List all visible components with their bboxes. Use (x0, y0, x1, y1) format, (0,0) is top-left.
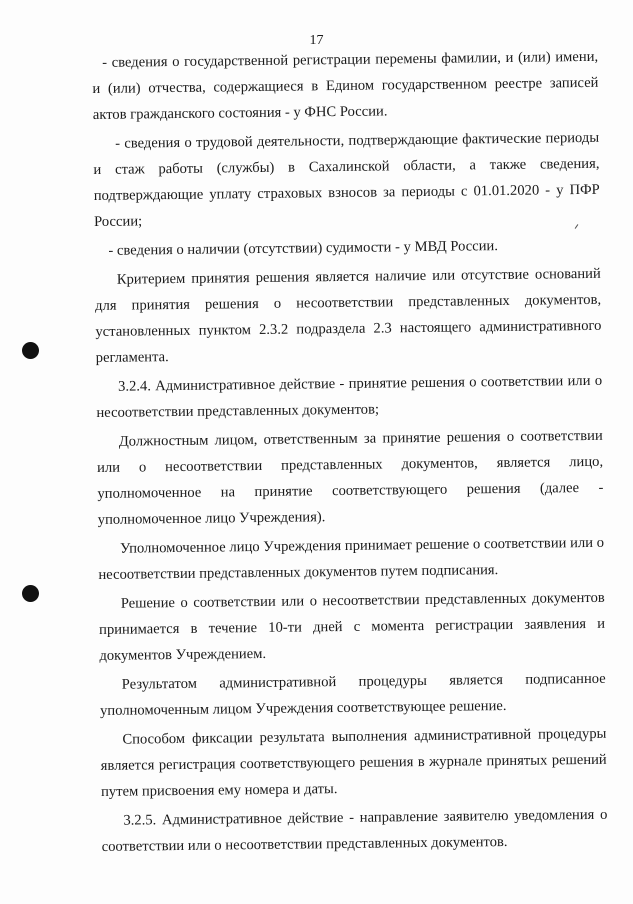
page-number: 17 (309, 33, 324, 48)
paragraph-labor-info: - сведения о трудовой деятельности, подтверждающие фактические периоды и стаж работы (службы) в Сахалинской области, а также сведения, подтверждающие уплату страховых взносов за периоды с 01.01.2020 - у ПФР России; (93, 129, 600, 230)
paragraph-procedure-result: Результатом административной процедуры является подписанное уполномоченным лицом Учреждения соответствующее решение. (99, 670, 606, 719)
paragraph-section-3-2-5: 3.2.5. Административное действие - направление заявителю уведомления о соответствии или о несоответствии представленных документов. (101, 806, 608, 855)
punch-hole-top (22, 342, 39, 359)
paragraph-criminal-record: - сведения о наличии (отсутствии) судимости - у МВД России. (108, 238, 499, 259)
paragraph-section-3-2-4: 3.2.4. Административное действие - принятие решения о соответствии или о несоответствии представленных документов; (96, 372, 603, 421)
document-body (92, 44, 608, 863)
paragraph-fns-info: - сведения о государственной регистрации перемены фамилии, и (или) имени, и (или) отчества, содержащиеся в Едином государственном реестре записей актов гражданского состояния - у ФНС России. (92, 48, 599, 123)
paragraph-decision-timeframe: Решение о соответствии или о несоответствии представленных документов принимается в течение 10-ти дней с момента регистрации заявления и документов Учреждением. (98, 589, 606, 664)
paragraph-authorized-person: Уполномоченное лицо Учреждения принимает решение о соответствии или о несоответствии представленных документов путем подписания. (98, 534, 605, 583)
paragraph-decision-criterion: Критерием принятия решения является наличие или отсутствие оснований для принятия решения о несоответствии представленных документов, установленных пунктом 2.3.2 подраздела 2.3 настоящего административного регламента. (95, 265, 602, 366)
paragraph-result-recording: Способом фиксации результата выполнения административной процедуры является регистрация соответствующего решения в журнале принятых решений путем присвоения ему номера и даты. (100, 725, 607, 800)
paragraph-responsible-official: Должностным лицом, ответственным за принятие решения о соответствии или о несоответствии представленных документов, является лицо, уполномоченное на принятие соответствующего решения (далее - уполномоченное лицо Учреждения). (97, 427, 604, 528)
punch-hole-bottom (22, 585, 39, 602)
